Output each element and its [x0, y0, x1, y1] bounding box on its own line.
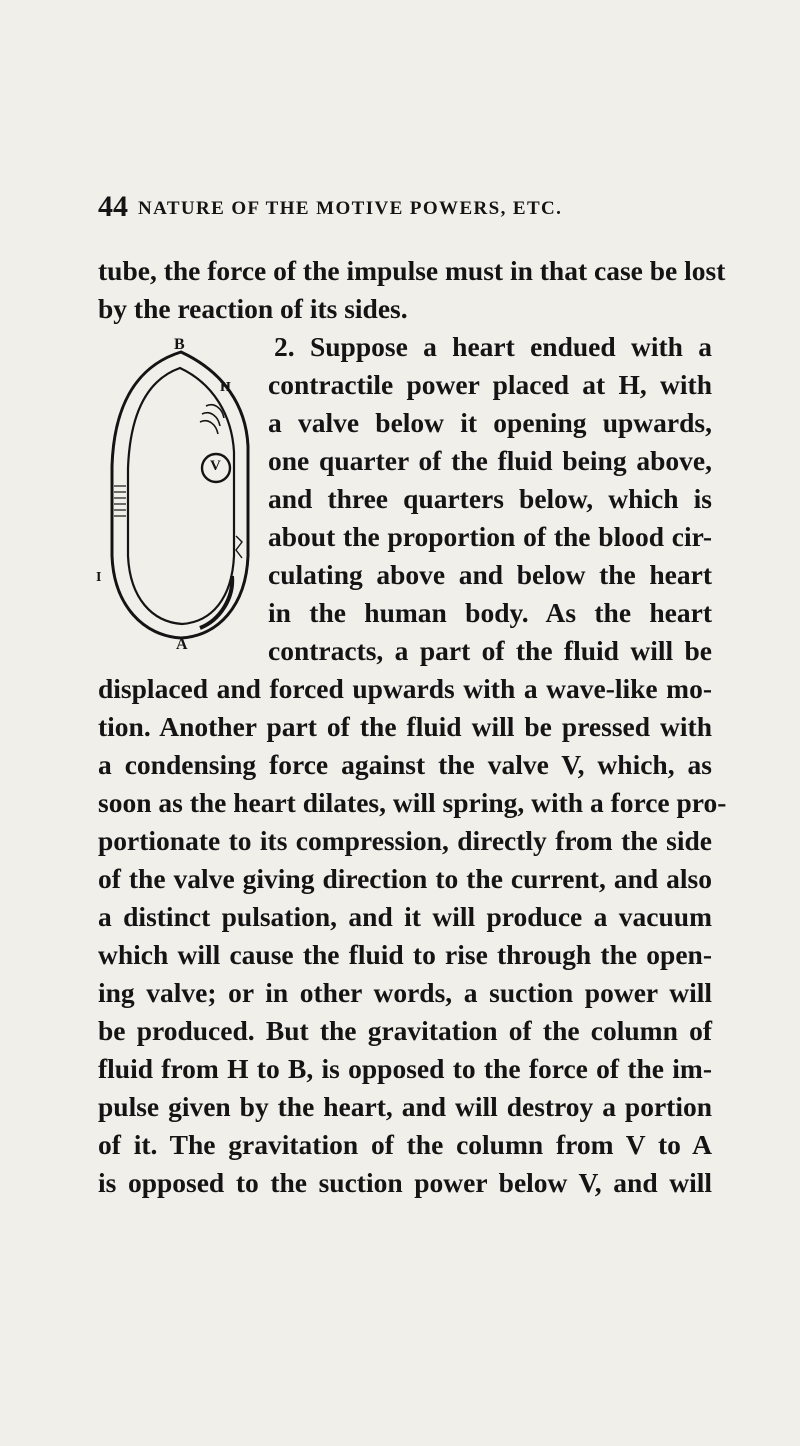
text-line: about the proportion of the blood cir- — [268, 521, 712, 552]
text-line: which will cause the fluid to rise through the open- — [98, 939, 712, 970]
tube-diagram — [96, 336, 266, 652]
text-line: contracts, a part of the fluid will be — [268, 635, 712, 666]
text-line: 2. Suppose a heart endued with a — [274, 331, 712, 362]
tube-diagram-drawing — [96, 336, 266, 652]
text-line: and three quarters below, which is — [268, 483, 712, 514]
page-header — [98, 190, 718, 226]
label-h: H — [220, 380, 231, 395]
text-line: tion. Another part of the fluid will be pressed with — [98, 711, 712, 742]
left-wall-hatching — [114, 486, 126, 516]
lower-wall-thickening — [200, 576, 232, 628]
text-line: soon as the heart dilates, will spring, with a force pro- — [98, 787, 727, 818]
text-line: pulse given by the heart, and will destroy a portion — [98, 1091, 712, 1122]
text-line: fluid from H to B, is opposed to the force of the im- — [98, 1053, 712, 1084]
running-title: NATURE OF THE MOTIVE POWERS, ETC. — [138, 198, 563, 219]
text-line: of the valve giving direction to the current, and also — [98, 863, 712, 894]
text-line: a condensing force against the valve V, which, as — [98, 749, 712, 780]
text-line: culating above and below the heart — [268, 559, 712, 590]
text-line: in the human body. As the heart — [268, 597, 712, 628]
text-line: a valve below it opening upwards, — [268, 407, 712, 438]
text-line: a distinct pulsation, and it will produce a vacuum — [98, 901, 712, 932]
label-i: I — [96, 570, 102, 585]
label-v: V — [210, 458, 221, 474]
text-line: is opposed to the suction power below V, and will — [98, 1167, 712, 1198]
text-line: portionate to its compression, directly from the side — [98, 825, 712, 856]
page-number: 44 — [98, 190, 128, 223]
text-line: displaced and forced upwards with a wave-like mo- — [98, 673, 712, 704]
lower-wall-hatching — [236, 536, 242, 558]
text-line: contractile power placed at H, with — [268, 369, 712, 400]
text-line: ing valve; or in other words, a suction power will — [98, 977, 712, 1008]
text-line: by the reaction of its sides. — [98, 293, 408, 324]
text-line: one quarter of the fluid being above, — [268, 445, 712, 476]
label-b: B — [174, 336, 185, 353]
label-a: A — [176, 636, 188, 653]
text-line: of it. The gravitation of the column from V to A — [98, 1129, 712, 1160]
text-line: tube, the force of the impulse must in that case be lost — [98, 255, 726, 286]
heart-region — [200, 405, 224, 434]
text-line: be produced. But the gravitation of the column of — [98, 1015, 712, 1046]
